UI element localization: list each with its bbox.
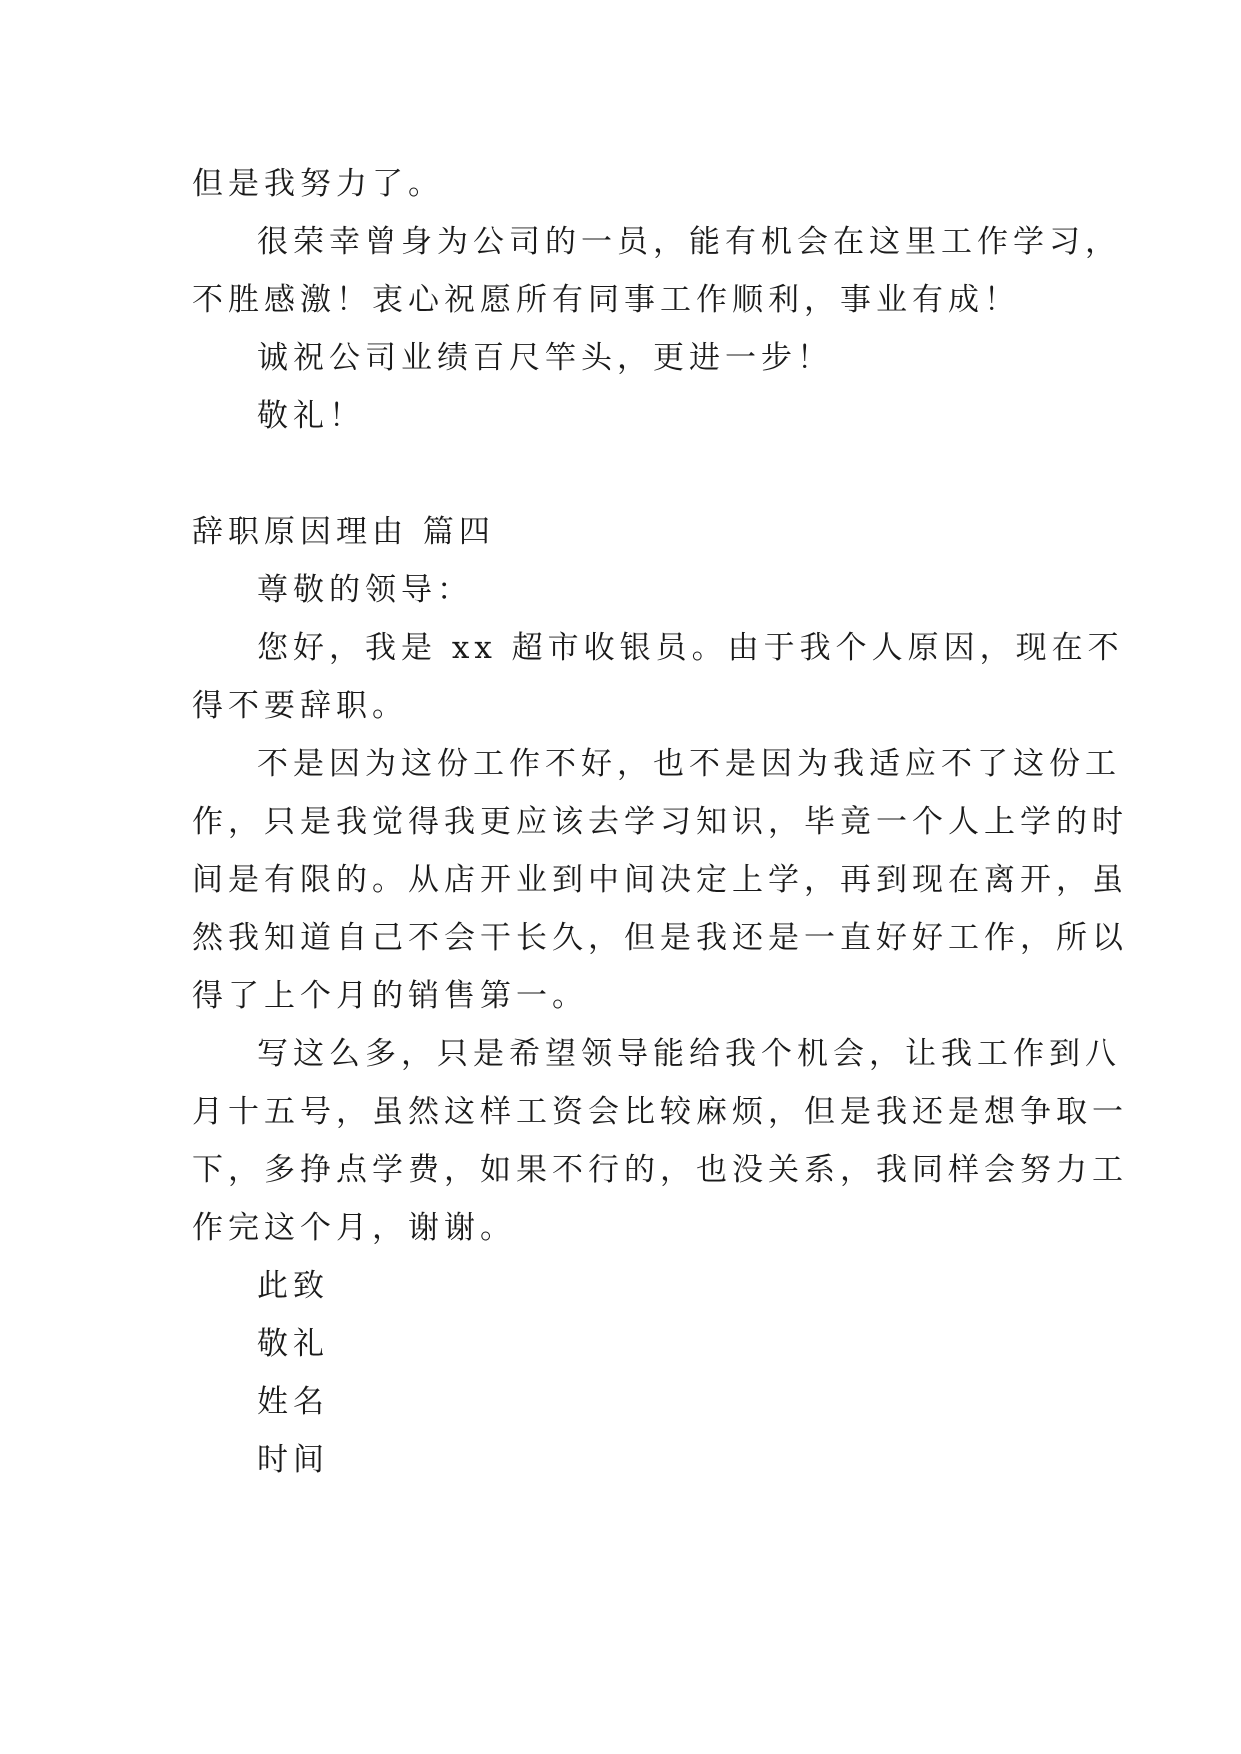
section-heading: 辞职原因理由 篇四 xyxy=(192,514,495,550)
text-line: 月十五号，虽然这样工资会比较麻烦，但是我还是想争取一 xyxy=(192,1094,1128,1130)
text-line: 得了上个月的销售第一。 xyxy=(192,978,588,1014)
text-line: 敬礼！ xyxy=(257,398,365,434)
closing-line: 此致 xyxy=(257,1268,329,1304)
text-line: 不胜感激！衷心祝愿所有同事工作顺利，事业有成！ xyxy=(192,282,1020,318)
closing-line: 敬礼 xyxy=(257,1326,329,1362)
signature-name: 姓名 xyxy=(257,1384,329,1420)
text-line: 然我知道自己不会干长久，但是我还是一直好好工作，所以 xyxy=(192,920,1128,956)
text-line: 诚祝公司业绩百尺竿头，更进一步！ xyxy=(257,340,833,376)
text-line: 不是因为这份工作不好，也不是因为我适应不了这份工 xyxy=(257,746,1121,782)
text-line: 间是有限的。从店开业到中间决定上学，再到现在离开，虽 xyxy=(192,862,1128,898)
signature-date: 时间 xyxy=(257,1442,329,1478)
text-line: 得不要辞职。 xyxy=(192,688,408,724)
text-line: 很荣幸曾身为公司的一员，能有机会在这里工作学习， xyxy=(257,224,1121,260)
text-line: 作，只是我觉得我更应该去学习知识，毕竟一个人上学的时 xyxy=(192,804,1128,840)
text-line: 但是我努力了。 xyxy=(192,166,444,202)
text-line: 作完这个月，谢谢。 xyxy=(192,1210,516,1246)
text-line: 您好，我是 xx 超市收银员。由于我个人原因，现在不 xyxy=(257,630,1124,666)
text-line: 下，多挣点学费，如果不行的，也没关系，我同样会努力工 xyxy=(192,1152,1128,1188)
text-line: 写这么多，只是希望领导能给我个机会，让我工作到八 xyxy=(257,1036,1121,1072)
salutation: 尊敬的领导： xyxy=(257,572,473,608)
